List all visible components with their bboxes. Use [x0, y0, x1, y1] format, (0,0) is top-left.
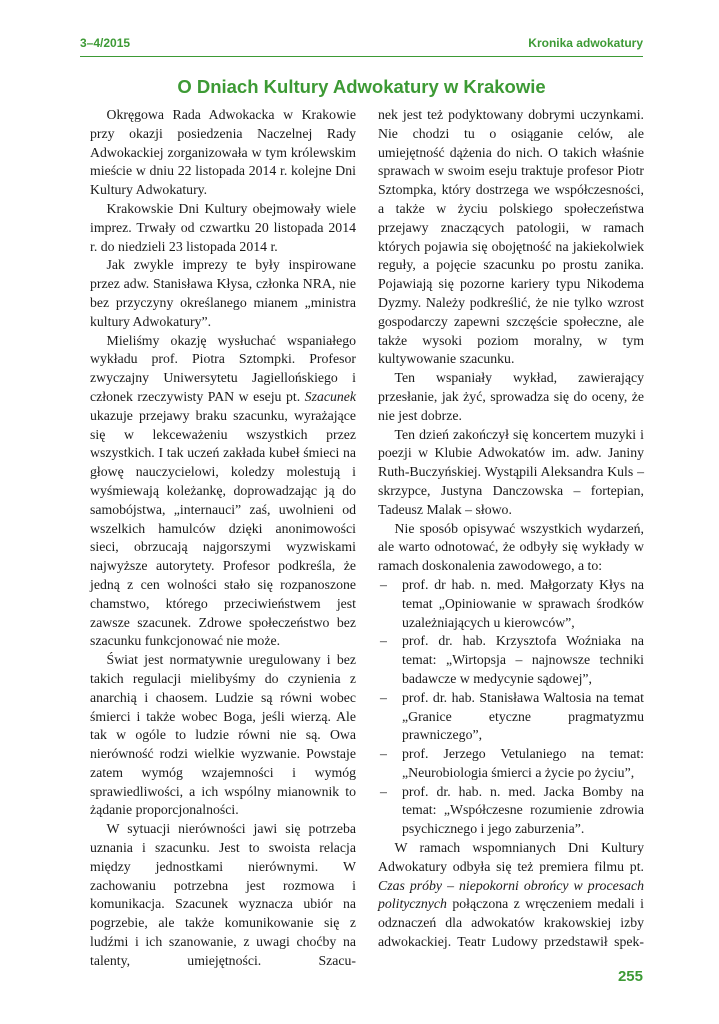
issue-number: 3–4/2015 [80, 36, 131, 50]
text-run: połączona z wręczeniem medali i odznaczeń dla adwokatów krakowskiej izby adwokackiej. Teatr Ludowy przedstawił spek- [378, 896, 644, 950]
dash-bullet: – [380, 576, 387, 592]
paragraph: Ten dzień zakończył się koncertem muzyki i poezji w Klubie Adwokatów im. adw. Janiny Ruth-Buczyńskiej. Wystąpili Aleksandra Kuls – skrzypce, Justyna Danczowska – fortepian, Tadeusz Malak – słowo. [378, 426, 644, 517]
header-rule [80, 56, 643, 57]
text-run: Mieliśmy okazję wysłuchać wspaniałego wykładu prof. Piotra Sztompki. Profesor zwyczajny Uniwersytetu Jagiellońskiego i członek rzeczywisty PAN w eseju pt. [90, 332, 356, 404]
paragraph [378, 839, 644, 952]
paragraph: W sytuacji nierówności jawi się potrzeba uznania i szacunku. Jest to swoista relacja między jednostkami nierównymi. W zachowaniu potrzebna jest rozmowa i komunikacja. Szacunek wyznacza ubiór na pogrzebie, ale także komunikowanie się z ludźmi i ich szanowanie, z uwagi choćby na talenty, umiejętności. Szacu- [90, 821, 356, 968]
list-item-text: prof. dr. hab. Stanisława Waltosia na temat „Granice etyczne pragmatyzmu prawniczego”, [402, 689, 644, 743]
paragraph: Nie sposób opisywać wszystkich wydarzeń, ale warto odnotować, że odbyły się wykłady w ramach doskonalenia zawodowego, a to: [378, 520, 644, 574]
running-header [80, 36, 643, 54]
list-item [378, 745, 644, 783]
paragraph: Świat jest normatywnie uregulowany i bez takich regulacji mielibyśmy do czynienia z anarchią i chaosem. Ludzie są równi wobec śmierci i także wobec Boga, jeśli wierzą. Ale tak w ogóle to ludzie równi nie są. Owa nierówność rodzi wielkie wyzwanie. Powstaje zatem wymóg wzajemności i wymóg sprawiedliwości, a ich wspólny mianownik to żądanie proporcjonalności. [90, 652, 356, 818]
essay-title: Szacunek [304, 388, 357, 404]
list-item-text: prof. dr. hab. n. med. Jacka Bomby na temat: „Współczesne rozumienie zdrowia psychicznego i jego zaburzenia”. [402, 783, 644, 837]
list-item [378, 783, 644, 839]
list-item-text: prof. Jerzego Vetulaniego na temat: „Neurobiologia śmierci a życie po życiu”, [402, 746, 644, 780]
paragraph: Ten wspaniały wykład, zawierający przesłanie, jak żyć, sprowadza się do oceny, że nie jest dobrze. [378, 370, 644, 423]
dash-bullet: – [380, 689, 387, 705]
list-item [378, 632, 644, 688]
lecture-list [378, 576, 644, 839]
text-run: W ramach wspomnianych Dni Kultury Adwokatury odbyła się też premiera filmu pt. [378, 840, 644, 874]
list-item-text: prof. dr hab. n. med. Małgorzaty Kłys na temat „Opiniowanie w sprawach środków uzależniających u kierowców”, [402, 576, 644, 630]
page-number: 255 [617, 968, 643, 985]
list-item-text: prof. dr. hab. Krzysztofa Woźniaka na temat: „Wirtopsja – najnowsze techniki badawcze w medycynie sądowej”, [402, 633, 644, 686]
text-column-right [378, 106, 644, 952]
dash-bullet: – [380, 633, 387, 649]
paragraph: Krakowskie Dni Kultury obejmowały wiele imprez. Trwały od czwartku 20 listopada 2014 r. do niedzieli 23 listopada 2014 r. [90, 200, 356, 254]
text-column-left [90, 106, 356, 971]
paragraph [90, 332, 356, 652]
paragraph: nek jest też podyktowany dobrymi uczynkami. Nie chodzi tu o osiąganie celów, ale umiejętność dążenia do nich. O takich właśnie sprawach w swoim eseju traktuje profesor Piotr Sztompka, który dostrzega we współczesności, a także w życiu polskiego społeczeństwa przejawy znaczących patologii, w ramach których pojawia się obojętność na jakiekolwiek reguły, a pojęcie szacunku po prostu zanika. Pojawiają się pozorne kariery typu Nikodema Dyzmy. Należy podkreślić, że nie tylko wzrost gospodarczy zapewni szczęście społeczne, ale także wysoki poziom moralny, w tym kultywowanie szacunku. [378, 107, 644, 367]
dash-bullet: – [380, 783, 387, 799]
list-item [378, 576, 644, 632]
list-item [378, 689, 644, 745]
paragraph: Okręgowa Rada Adwokacka w Krakowie przy okazji posiedzenia Naczelnej Rady Adwokackiej zorganizowała w tym królewskim mieście w dniu 22 listopada 2014 r. kolejne Dni Kultury Adwokatury. [90, 107, 356, 198]
article-title: O Dniach Kultury Adwokatury w Krakowie [177, 76, 546, 97]
film-title: Czas próby – niepokorni obrońcy w procesach politycznych [378, 877, 644, 912]
text-run: ukazuje przejawy braku szacunku, wyrażające się w lekceważeniu wszystkich przez wszystkich. I tak uczeń zakłada kubeł śmieci na głowę nauczycielowi, koledzy molestują i wyśmiewają koleżankę, doprowadzając ją do samobójstwa, „internauci” zaś, uwolnieni od wszelkich hamulców dzięki anonimowości sieci, obrzucają najgorszymi wyzwiskami najwyższe autorytety. Profesor podkreśla, że jedną z cen wolności stało się rozpanoszone chamstwo, którego przeciwieństwem jest zawsze szacunek. Zdrowe społeczeństwo bez szacunku funkcjonować nie może. [90, 407, 356, 649]
paragraph: Jak zwykle imprezy te były inspirowane przez adw. Stanisława Kłysa, członka NRA, nie bez przyczyny określanego mianem „ministra kultury Adwokatury”. [90, 257, 356, 329]
dash-bullet: – [380, 746, 387, 762]
section-name: Kronika adwokatury [528, 36, 643, 50]
